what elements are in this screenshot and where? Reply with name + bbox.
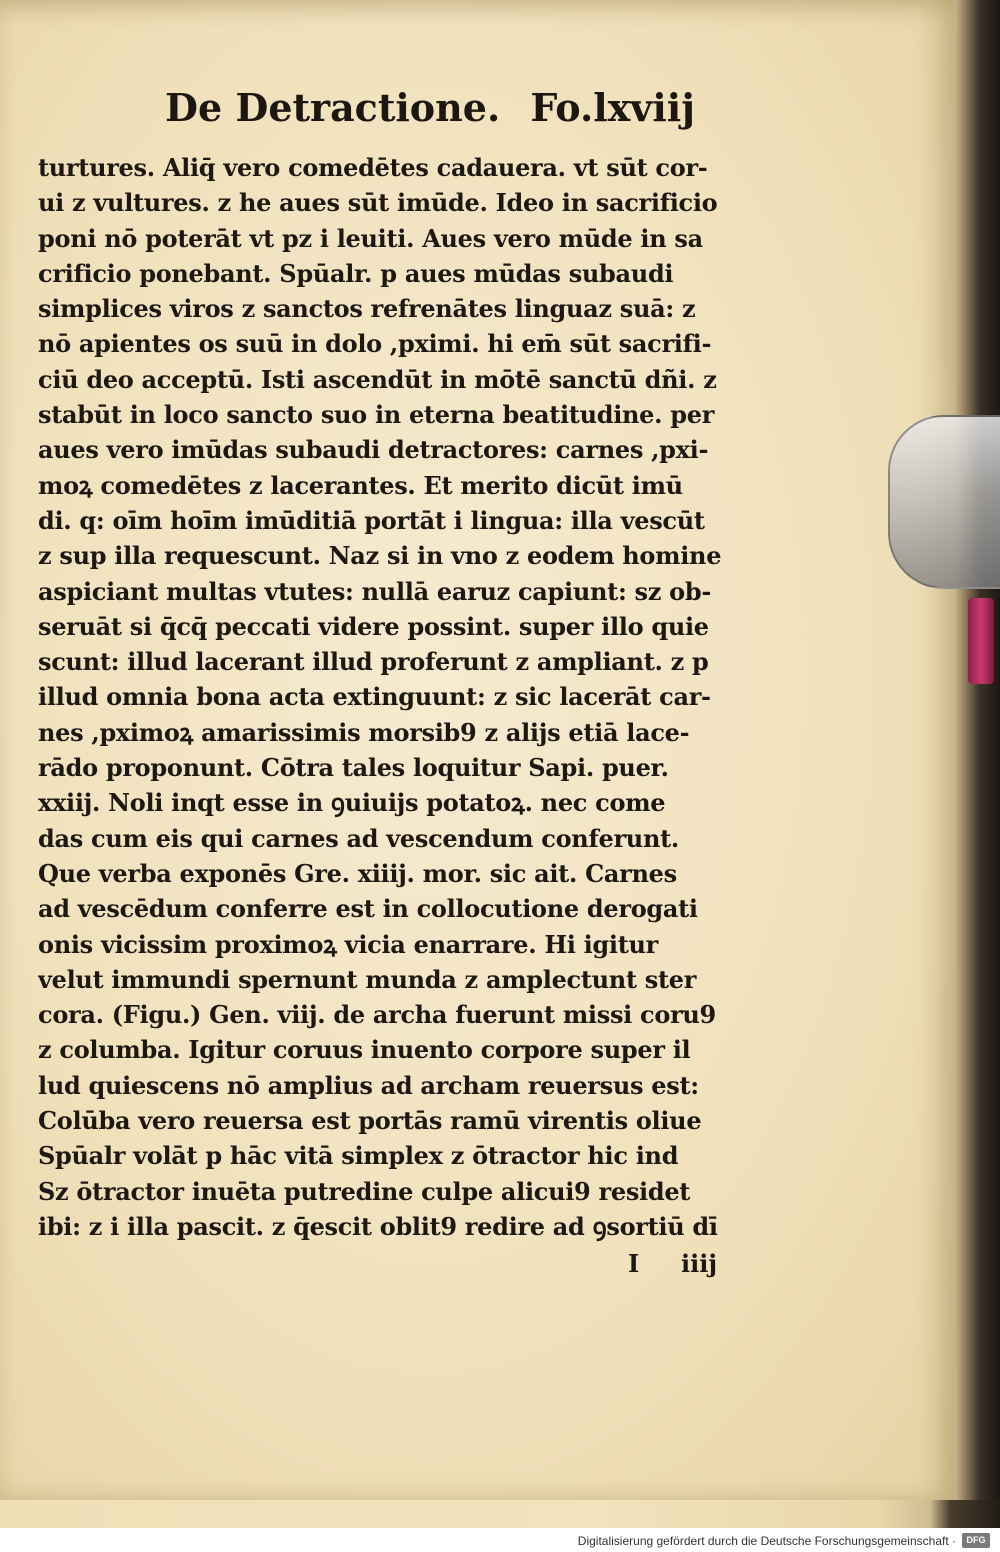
text-line: aspiciant multas vtutes: nullā earuz capiunt: sz ob-: [38, 576, 712, 606]
text-line: turtures. Aliq̄ vero comedētes cadauera. vt sūt cor-: [38, 153, 708, 182]
text-line: lud quiescens nō amplius ad archam reuersus est:: [38, 1070, 699, 1100]
funding-credit: Digitalisierung gefördert durch die Deutsche Forschungsgemeinschaft ·: [577, 1534, 956, 1548]
text-line: onis vicissim proximoꝝ vicia enarrare. Hi igitur: [38, 929, 658, 959]
folio-number: Fo.lxviij: [530, 85, 695, 130]
text-line: nō apientes os suū in dolo ,pximi. hi em̄ sūt sacrifi-: [38, 329, 712, 359]
book-clip: [888, 415, 1000, 589]
text-line: ad vescēdum conferre est in collocutione derogati: [38, 894, 698, 924]
text-line: simplices viros z sanctos refrenātes linguaz suā: z: [38, 294, 696, 324]
text-line: Que verba exponēs Gre. xiiij. mor. sic ait. Carnes: [38, 858, 677, 888]
text-line: Colūba vero reuersa est portās ramū virentis oliue: [38, 1106, 702, 1136]
bookmark-ribbon: [968, 598, 994, 684]
text-line: stabūt in loco sancto suo in eterna beatitudine. per: [38, 400, 715, 430]
text-line: poni nō poterāt vt pz i leuiti. Aues vero mūde in sa: [38, 223, 703, 253]
text-line: ciū deo acceptū. Isti ascendūt in mōtē sanctū dñi. z: [38, 364, 717, 394]
text-line: rādo proponunt. Cōtra tales loquitur Sapi. puer.: [38, 753, 669, 783]
text-line: ui z vultures. z he aues sūt imūde. Ideo in sacrificio: [38, 188, 718, 218]
text-line: ibi: z i illa pascit. z q̄escit oblit9 redire ad ꝯsortiū dī: [38, 1211, 718, 1241]
text-line: Spūalr volāt p hāc vitā simplex z ōtractor hic ind: [38, 1141, 679, 1171]
text-line: nes ,pximoꝝ amarissimis morsib9 z alijs etiā lace-: [38, 717, 690, 747]
signature-number: iiij: [681, 1249, 718, 1278]
text-line: velut immundi spernunt munda z amplectunt ster: [38, 964, 697, 994]
text-line: illud omnia bona acta extinguunt: z sic lacerāt car-: [38, 682, 711, 712]
text-line: crificio ponebant. Spūalr. p aues mūdas subaudi: [38, 258, 674, 288]
body-text: [38, 150, 768, 1244]
text-line: cora. (Figu.) Gen. viij. de archa fuerunt missi coru9: [38, 1000, 716, 1030]
text-line: seruāt si q̄cq̄ peccati videre possint. super illo quie: [38, 611, 709, 641]
running-header: [165, 82, 695, 134]
text-line: xxiij. Noli inqt esse in ꝯuiuijs potatoꝝ. nec come: [38, 788, 666, 818]
text-line: di. q: oīm hoīm imūditiā portāt i lingua: illa vescūt: [38, 505, 705, 535]
text-line: das cum eis qui carnes ad vescendum conferunt.: [38, 823, 679, 853]
signature-mark: [628, 1244, 717, 1284]
signature-letter: I: [628, 1249, 640, 1278]
dfg-logo: DFG: [962, 1533, 990, 1548]
text-line: z sup illa requescunt. Naz si in vno z eodem homine: [38, 541, 722, 571]
text-line: z columba. Igitur coruus inuento corpore super il: [38, 1035, 691, 1065]
page-edge-stack: [955, 0, 1000, 1500]
text-line: scunt: illud lacerant illud proferunt z ampliant. z p: [38, 647, 709, 677]
text-line: aues vero imūdas subaudi detractores: carnes ,pxi-: [38, 435, 709, 465]
running-title: De Detractione.: [165, 85, 501, 130]
text-line: Sz ōtractor inuēta putredine culpe alicui9 residet: [38, 1176, 691, 1206]
text-line: moꝝ comedētes z lacerantes. Et merito dicūt imū: [38, 470, 683, 500]
